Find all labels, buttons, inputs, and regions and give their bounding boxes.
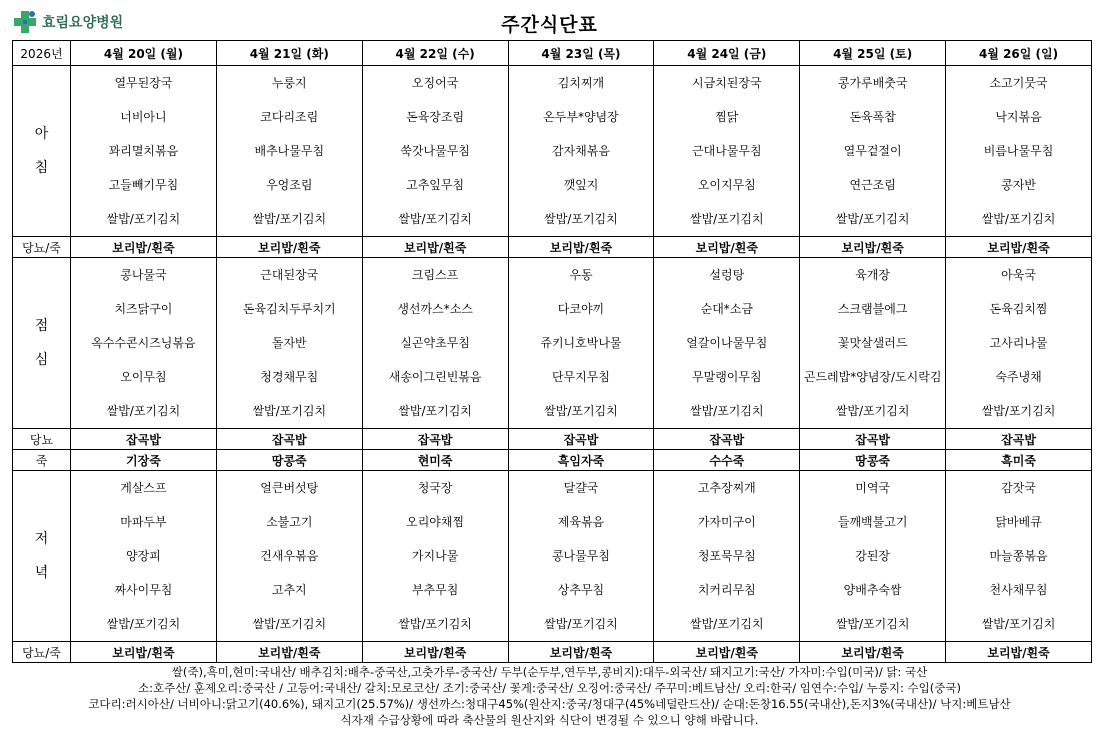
menu-item: 곤드레밥*양념장/도시락김: [803, 370, 942, 384]
menu-item: 얼큰버섯탕: [260, 481, 319, 495]
menu-item: 쌀밥/포기김치: [398, 617, 472, 631]
menu-item: 육개장: [855, 268, 891, 282]
menu-item: 단무지무침: [551, 370, 610, 384]
lunch-porridge-row-cell: 기장죽: [71, 450, 217, 471]
menu-item: 옥수수콘시즈닝볶음: [91, 336, 196, 350]
dinner-row: [13, 471, 1092, 642]
menu-item: 쌀밥/포기김치: [106, 617, 181, 631]
day-header: 4월 21일 (화): [216, 41, 362, 66]
lunch-row: [13, 258, 1092, 429]
menu-item: 쌀밥/포기김치: [544, 212, 618, 226]
origin-notice-line: 쌀(죽),흑미,현미:국내산/ 배추김치:배추-중국산,고춧가루-중국산/ 두부(순두부,연두부,콩비지):대두-외국산/ 돼지고기:국산/ 가자미:수입(미국)/ 닭: 국산: [171, 665, 928, 679]
lunch-cell: [946, 258, 1092, 429]
lunch-diabetic-row-cell: 잡곡밥: [800, 429, 946, 450]
menu-item: 가지나물: [411, 549, 459, 563]
menu-item: 소불고기: [266, 515, 313, 529]
menu-item: 감잣국: [1001, 481, 1036, 495]
year-label: 2026년: [13, 41, 71, 66]
origin-notice-line: 소:호주산/ 훈제오리:중국산 / 고등어:국내산/ 갈치:모로코산/ 조기:중국산/ 꽃게:중국산/ 오징어:중국산/ 주꾸미:베트남산/ 오리:한국/ 임연수:수입/ 누룽지: 수입(중국): [138, 681, 961, 695]
dinner-special-row-cell: 보리밥/흰죽: [71, 642, 217, 663]
breakfast-label-char: 침: [34, 160, 49, 176]
breakfast-cell: [71, 66, 217, 237]
menu-item: 아욱국: [1001, 268, 1036, 282]
lunch-porridge-row-label: 죽: [13, 450, 71, 471]
menu-item: 청경채무침: [260, 370, 319, 384]
menu-item: 부추무침: [411, 583, 459, 597]
menu-item: 스크램블에그: [837, 302, 908, 316]
menu-item: 얼갈이나물무침: [686, 336, 768, 350]
menu-item: 고추잎무침: [406, 178, 465, 192]
menu-item: 쌀밥/포기김치: [544, 404, 618, 418]
menu-item: 청포묵무침: [697, 549, 756, 563]
dinner-special-row: [13, 642, 1092, 663]
lunch-diabetic-row-cell: 잡곡밥: [216, 429, 362, 450]
menu-item: 김치찌개: [557, 76, 605, 90]
menu-item: 실곤약초무침: [400, 336, 470, 350]
lunch-diabetic-row: [13, 429, 1092, 450]
dinner-label-char: 저: [34, 531, 49, 547]
menu-item: 짜사이무침: [114, 583, 173, 597]
menu-item: 쌀밥/포기김치: [106, 404, 181, 418]
menu-item: 생선까스*소스: [397, 302, 473, 316]
dinner-special-row-cell: 보리밥/흰죽: [508, 642, 654, 663]
menu-item: 쌀밥/포기김치: [689, 212, 764, 226]
day-header: 4월 22일 (수): [362, 41, 508, 66]
menu-item: 비름나물무침: [983, 144, 1054, 158]
menu-item: 게살스프: [120, 481, 167, 495]
day-header: 4월 25일 (토): [800, 41, 946, 66]
menu-item: 쌀밥/포기김치: [252, 212, 327, 226]
breakfast-special-row-cell: 보리밥/흰죽: [508, 237, 654, 258]
lunch-cell: [654, 258, 800, 429]
menu-item: 열무된장국: [114, 76, 173, 90]
menu-item: 돌자반: [271, 336, 307, 350]
menu-item: 쑥갓나물무침: [400, 144, 470, 158]
breakfast-special-row-cell: 보리밥/흰죽: [654, 237, 800, 258]
dinner-special-row-cell: 보리밥/흰죽: [216, 642, 362, 663]
menu-item: 설렁탕: [709, 268, 745, 282]
lunch-porridge-row-cell: 흑임자죽: [508, 450, 654, 471]
menu-item: 연근조림: [849, 178, 896, 192]
menu-item: 오징어국: [411, 76, 459, 90]
breakfast-label: [13, 66, 71, 237]
menu-item: 콩자반: [1001, 178, 1036, 192]
day-header: 4월 26일 (일): [946, 41, 1092, 66]
lunch-cell: [800, 258, 946, 429]
menu-item: 강된장: [855, 549, 891, 563]
menu-item: 달걀국: [563, 481, 599, 495]
menu-item: 미역국: [855, 481, 891, 495]
lunch-label: [13, 258, 71, 429]
menu-item: 쌀밥/포기김치: [835, 404, 910, 418]
lunch-porridge-row-cell: 땅콩죽: [216, 450, 362, 471]
dinner-label-char: 녁: [34, 565, 49, 581]
breakfast-special-row-cell: 보리밥/흰죽: [800, 237, 946, 258]
dinner-cell: [946, 471, 1092, 642]
menu-item: 낙지볶음: [995, 110, 1042, 124]
day-header: 4월 23일 (목): [508, 41, 654, 66]
breakfast-special-row-cell: 보리밥/흰죽: [216, 237, 362, 258]
breakfast-special-row-cell: 보리밥/흰죽: [71, 237, 217, 258]
menu-item: 쌀밥/포기김치: [689, 404, 764, 418]
day-header: 4월 24일 (금): [654, 41, 800, 66]
dinner-cell: [71, 471, 217, 642]
page-title: 주간식단표: [501, 14, 598, 36]
menu-item: 열무겉절이: [843, 144, 902, 158]
dinner-cell: [508, 471, 654, 642]
lunch-diabetic-row-cell: 잡곡밥: [946, 429, 1092, 450]
menu-item: 감자채볶음: [551, 144, 610, 158]
menu-item: 천사채무침: [989, 583, 1048, 597]
breakfast-label-char: 아: [34, 126, 49, 142]
lunch-diabetic-row-cell: 잡곡밥: [508, 429, 654, 450]
menu-item: 콩나물국: [120, 268, 167, 282]
menu-item: 건새우볶음: [260, 549, 319, 563]
breakfast-cell: [800, 66, 946, 237]
breakfast-special-row-cell: 보리밥/흰죽: [362, 237, 508, 258]
breakfast-special-row-label: 당뇨/죽: [13, 237, 71, 258]
menu-item: 코다리조림: [260, 110, 319, 124]
menu-item: 마늘쫑볶음: [989, 549, 1048, 563]
menu-item: 고사리나물: [989, 336, 1048, 350]
lunch-cell: [362, 258, 508, 429]
lunch-label-char: 점: [34, 318, 49, 334]
lunch-diabetic-row-label: 당뇨: [13, 429, 71, 450]
menu-item: 찜닭: [715, 110, 739, 124]
menu-item: 가자미구이: [697, 515, 756, 529]
breakfast-cell: [216, 66, 362, 237]
dinner-label: [13, 471, 71, 642]
page-header: [0, 0, 1099, 40]
menu-item: 깻잎지: [563, 178, 599, 192]
menu-item: 제육볶음: [557, 515, 605, 529]
menu-item: 쌀밥/포기김치: [981, 617, 1056, 631]
menu-item: 온두부*양념장: [543, 110, 619, 124]
dinner-special-row-cell: 보리밥/흰죽: [362, 642, 508, 663]
menu-item: 마파두부: [120, 515, 167, 529]
menu-item: 돈육폭찹: [849, 110, 896, 124]
dinner-cell: [654, 471, 800, 642]
menu-item: 오이지무침: [697, 178, 756, 192]
menu-item: 소고기뭇국: [989, 76, 1048, 90]
dinner-cell: [216, 471, 362, 642]
menu-item: 근대나물무침: [692, 144, 762, 158]
menu-item: 꽃맛살샐러드: [837, 336, 908, 350]
lunch-cell: [508, 258, 654, 429]
origin-notice: [0, 664, 1099, 728]
menu-item: 치즈닭구이: [114, 302, 173, 316]
day-header-row: [13, 41, 1092, 66]
menu-item: 무말랭이무침: [692, 370, 762, 384]
menu-item: 오리야채찜: [406, 515, 465, 529]
menu-item: 쥬키니호박나물: [540, 336, 622, 350]
menu-item: 크림스프: [411, 268, 459, 282]
lunch-porridge-row-cell: 수수죽: [654, 450, 800, 471]
menu-item: 쌀밥/포기김치: [106, 212, 181, 226]
menu-item: 쌀밥/포기김치: [981, 404, 1056, 418]
menu-item: 쌀밥/포기김치: [252, 404, 327, 418]
breakfast-row: [13, 66, 1092, 237]
menu-item: 쌀밥/포기김치: [544, 617, 618, 631]
menu-item: 시금치된장국: [692, 76, 762, 90]
menu-item: 쌀밥/포기김치: [835, 212, 910, 226]
breakfast-cell: [654, 66, 800, 237]
origin-notice-line: 식자재 수급상황에 따라 축산물의 원산지와 식단이 변경될 수 있으니 양해 바랍니다.: [340, 713, 759, 727]
breakfast-cell: [508, 66, 654, 237]
lunch-diabetic-row-cell: 잡곡밥: [71, 429, 217, 450]
menu-item: 쌀밥/포기김치: [398, 404, 472, 418]
menu-item: 콩가루배춧국: [837, 76, 908, 90]
lunch-label-char: 심: [34, 352, 49, 368]
menu-item: 들깨백불고기: [837, 515, 908, 529]
menu-item: 닭바베큐: [995, 515, 1042, 529]
menu-item: 쌀밥/포기김치: [398, 212, 472, 226]
menu-item: 청국장: [417, 481, 453, 495]
menu-item: 숙주냉채: [995, 370, 1042, 384]
hospital-name: 효림요양병원: [42, 15, 124, 31]
lunch-porridge-row-cell: 현미죽: [362, 450, 508, 471]
dinner-cell: [362, 471, 508, 642]
menu-item: 오이무침: [120, 370, 167, 384]
menu-item: 콩나물무침: [551, 549, 610, 563]
lunch-diabetic-row-cell: 잡곡밥: [654, 429, 800, 450]
menu-item: 누룽지: [271, 76, 307, 90]
breakfast-cell: [362, 66, 508, 237]
menu-item: 다코야끼: [557, 302, 605, 316]
breakfast-cell: [946, 66, 1092, 237]
dinner-special-row-cell: 보리밥/흰죽: [654, 642, 800, 663]
menu-item: 우엉조림: [266, 178, 313, 192]
menu-item: 양장피: [126, 549, 161, 563]
weekly-menu-table: [12, 40, 1092, 663]
dinner-special-row-cell: 보리밥/흰죽: [946, 642, 1092, 663]
menu-item: 양배추숙쌈: [843, 583, 902, 597]
breakfast-special-row-cell: 보리밥/흰죽: [946, 237, 1092, 258]
lunch-porridge-row-cell: 흑미죽: [946, 450, 1092, 471]
lunch-cell: [71, 258, 217, 429]
menu-item: 돈육장조림: [406, 110, 465, 124]
breakfast-special-row: [13, 237, 1092, 258]
menu-item: 쌀밥/포기김치: [252, 617, 327, 631]
menu-item: 고추지: [271, 583, 307, 597]
lunch-diabetic-row-cell: 잡곡밥: [362, 429, 508, 450]
menu-item: 치커리무침: [697, 583, 756, 597]
lunch-porridge-row: [13, 450, 1092, 471]
lunch-cell: [216, 258, 362, 429]
menu-item: 쌀밥/포기김치: [835, 617, 910, 631]
menu-item: 우동: [569, 268, 593, 282]
menu-item: 배추나물무침: [254, 144, 325, 158]
menu-item: 돈육김치찜: [989, 302, 1048, 316]
menu-item: 쌀밥/포기김치: [689, 617, 764, 631]
menu-item: 근대된장국: [260, 268, 319, 282]
dinner-cell: [800, 471, 946, 642]
menu-item: 쌀밥/포기김치: [981, 212, 1056, 226]
menu-item: 상추무침: [557, 583, 605, 597]
menu-item: 고들빼기무침: [108, 178, 179, 192]
menu-item: 순대*소금: [700, 302, 753, 316]
dinner-special-row-label: 당뇨/죽: [13, 642, 71, 663]
menu-item: 고추장찌개: [697, 481, 756, 495]
menu-item: 너비아니: [120, 110, 167, 124]
lunch-porridge-row-cell: 땅콩죽: [800, 450, 946, 471]
dinner-special-row-cell: 보리밥/흰죽: [800, 642, 946, 663]
menu-item: 새송이그린빈볶음: [388, 370, 482, 384]
menu-item: 돈육김치두루치기: [242, 302, 336, 316]
day-header: 4월 20일 (월): [71, 41, 217, 66]
menu-item: 꽈리멸치볶음: [108, 144, 179, 158]
origin-notice-line: 코다리:러시아산/ 너비아니:닭고기(40.6%), 돼지고기(25.57%)/ 생선까스:청대구45%(원산지:중국/청대구(45%네덜란드산)/ 순대:돈창16.55(국내산),돈지3%(국내산)/ 낙지:베트남산: [88, 697, 1011, 711]
